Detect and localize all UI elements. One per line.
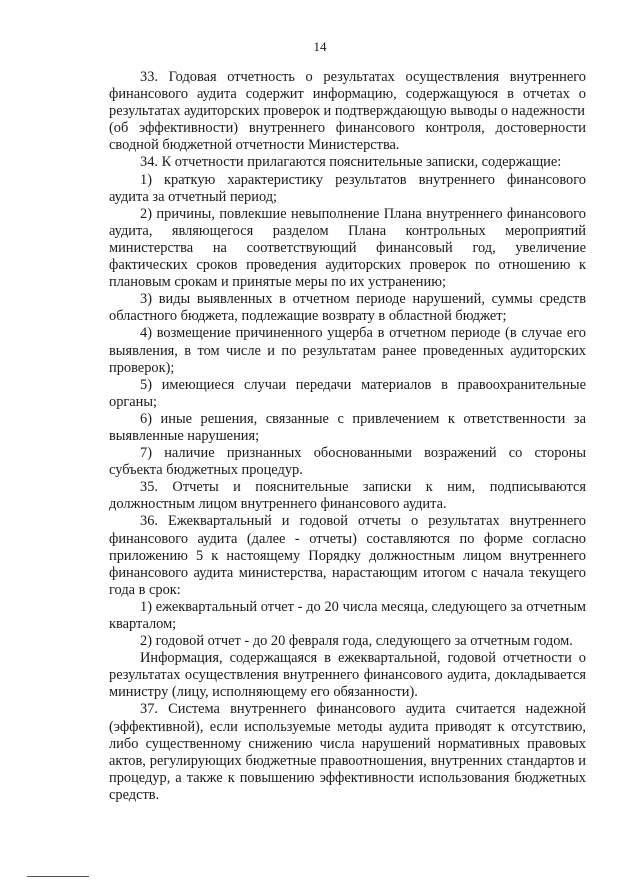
paragraph-33: 33. Годовая отчетность о результатах осуществления внутреннего финансового аудита содержит информацию, содержащуюся в отчетах о результатах аудиторских проверок и подтверждающую выводы о надежности <box>109 69 586 120</box>
list-item-36-1: 1) ежеквартальный отчет - до 20 числа месяца, следующего за отчетным кварталом; <box>109 598 586 632</box>
list-item-34-3: 3) виды выявленных в отчетном периоде нарушений, суммы средств областного бюджета, подлежащие возврату в областной бюджет; <box>109 291 586 325</box>
paragraph-36: 36. Ежеквартальный и годовой отчеты о результатах внутреннего финансового аудита (далее - отчеты) составляются по форме согласно приложению 5 к настоящему Порядку должностным лицом внутреннего финансового аудита министерства, нарастающим итогом с начала текущего года в срок: <box>109 513 586 598</box>
list-item-34-2: 2) причины, повлекшие невыполнение Плана внутреннего финансового аудита, являющегося разделом Плана контрольных мероприятий министерства на соответствующий финансовый год, увеличение фактических сроков проведения аудиторских проверок по отношению к плановым срокам и принятые меры по их устранению; <box>109 205 586 291</box>
list-item-34-1: 1) краткую характеристику результатов внутреннего финансового аудита за отчетный период; <box>109 171 586 205</box>
paragraph-36-information: Информация, содержащаяся в ежеквартальной, годовой отчетности о результатах осуществления внутреннего финансового аудита, докладывается министру (лицу, исполняющему его обязанности). <box>109 650 586 701</box>
list-item-34-7: 7) наличие признанных обоснованными возражений со стороны субъекта бюджетных процедур. <box>109 445 586 479</box>
page-number: 14 <box>313 39 327 54</box>
list-item-34-6: 6) иные решения, связанные с привлечением к ответственности за выявленные нарушения; <box>109 410 586 444</box>
list-item-34-4: 4) возмещение причиненного ущерба в отчетном периоде (в случае его выявления, в том числе и по результатам ранее проведенных аудиторских проверок); <box>109 325 586 376</box>
footnote-separator <box>27 876 89 877</box>
document-body <box>109 69 586 804</box>
paragraph-37: 37. Система внутреннего финансового аудита считается надежной (эффективной), если используемые методы аудита приводят к отсутствию, либо существенному снижению числа нарушений нормативных правовых актов, регулирующих бюджетные правоотношения, внутренних стандартов и процедур, а также к повышению эффективности использования бюджетных средств. <box>109 701 586 803</box>
paragraph-34: 34. К отчетности прилагаются пояснительные записки, содержащие: <box>140 154 562 171</box>
list-item-36-2: 2) годовой отчет - до 20 февраля года, следующего за отчетным годом. <box>140 633 573 650</box>
paragraph-33-continuation: (об эффективности) внутреннего финансового контроля, достоверности сводной бюджетной отчетности Министерства. <box>109 120 586 154</box>
list-item-34-5: 5) имеющиеся случаи передачи материалов в правоохранительные органы; <box>109 376 586 410</box>
paragraph-35: 35. Отчеты и пояснительные записки к ним, подписываются должностным лицом внутреннего финансового аудита. <box>109 479 586 513</box>
